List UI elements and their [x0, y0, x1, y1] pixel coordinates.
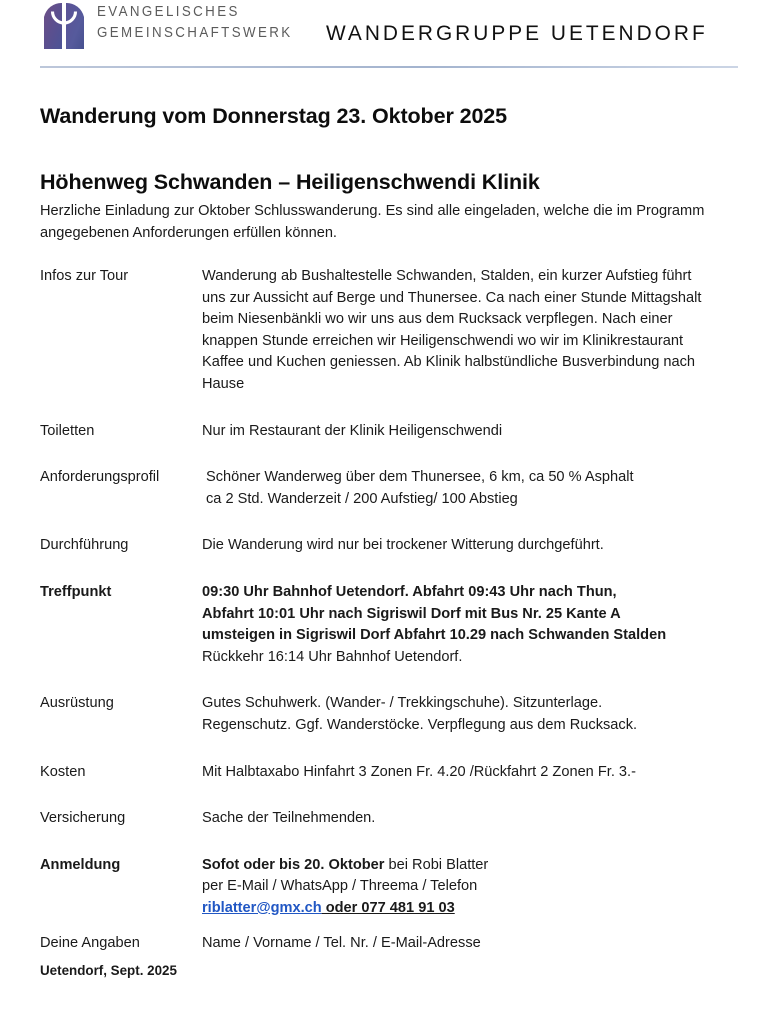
infos-line-2: uns zur Aussicht auf Berge und Thunersee. Ca nach einer Stunde Mittagshalt	[202, 289, 702, 306]
detail-label-treffpunkt: Treffpunkt	[40, 583, 112, 600]
footer-place-date: Uetendorf, Sept. 2025	[40, 963, 177, 978]
infos-line-3: beim Niesenbänkli wo wir uns aus dem Rucksack verpflegen. Nach einer	[202, 311, 673, 328]
email-link[interactable]: riblatter@gmx.ch	[202, 899, 322, 916]
treffpunkt-line-4: Rückkehr 16:14 Uhr Bahnhof Uetendorf.	[202, 648, 463, 665]
document-header	[42, 0, 734, 62]
detail-label-kosten: Kosten	[40, 763, 86, 780]
anmeldung-contact-person: bei Robi Blatter	[384, 856, 489, 873]
detail-label-durchfuehrung: Durchführung	[40, 537, 129, 554]
detail-row-angaben	[40, 933, 748, 955]
detail-value-kosten	[202, 762, 748, 784]
detail-row-durchfuehrung	[40, 535, 748, 557]
detail-value-durchfuehrung	[202, 535, 748, 557]
tour-title: Höhenweg Schwanden – Heiligenschwendi Klinik	[40, 170, 540, 194]
detail-row-anforderungsprofil	[40, 467, 748, 510]
detail-value-toiletten	[202, 421, 748, 443]
detail-row-anmeldung	[40, 855, 748, 920]
detail-row-ausruestung	[40, 693, 748, 736]
treffpunkt-line-3: umsteigen in Sigriswil Dorf Abfahrt 10.29 nach Schwanden Stalden	[202, 627, 667, 644]
anmeldung-line-2: per E-Mail / WhatsApp / Threema / Telefon	[202, 878, 478, 895]
chalice-window-logo-icon	[42, 3, 86, 49]
organisation-wordmark	[97, 2, 310, 44]
durchfuehrung-line-1: Die Wanderung wird nur bei trockener Witterung durchgeführt.	[202, 537, 604, 554]
detail-row-kosten	[40, 762, 748, 784]
detail-label-angaben: Deine Angaben	[40, 935, 140, 952]
detail-value-treffpunkt	[202, 582, 748, 668]
detail-value-angaben	[202, 933, 748, 955]
detail-label-toiletten: Toiletten	[40, 422, 95, 439]
detail-value-anforderungsprofil	[202, 467, 748, 510]
detail-value-versicherung	[202, 808, 748, 830]
page-title: Wanderung vom Donnerstag 23. Oktober 2025	[40, 104, 508, 128]
org-line-2: GEMEINSCHAFTSWERK	[97, 25, 293, 41]
anmeldung-deadline: Sofot oder bis 20. Oktober	[202, 856, 385, 873]
detail-label-anforderungsprofil: Anforderungsprofil	[40, 469, 160, 486]
infos-line-5: Kaffee und Kuchen geniessen. Ab Klinik halbstündliche Busverbindung nach	[202, 354, 696, 371]
anmeldung-line-3	[202, 898, 748, 920]
detail-row-treffpunkt	[40, 582, 748, 668]
detail-value-infos	[202, 266, 748, 396]
detail-row-versicherung	[40, 808, 748, 830]
intro-paragraph	[40, 200, 712, 244]
treffpunkt-line-2: Abfahrt 10:01 Uhr nach Sigriswil Dorf mit Bus Nr. 25 Kante A	[202, 605, 621, 622]
toiletten-line-1: Nur im Restaurant der Klinik Heiligenschwendi	[202, 422, 503, 439]
phone-number: oder 077 481 91 03	[321, 899, 455, 916]
detail-label-versicherung: Versicherung	[40, 810, 126, 827]
detail-label-ausruestung: Ausrüstung	[40, 695, 114, 712]
angaben-line-1: Name / Vorname / Tel. Nr. / E-Mail-Adresse	[202, 935, 481, 952]
versicherung-line-1: Sache der Teilnehmenden.	[202, 810, 376, 827]
detail-row-infos	[40, 266, 748, 396]
detail-label-infos: Infos zur Tour	[40, 268, 129, 284]
detail-label-anmeldung: Anmeldung	[40, 856, 121, 873]
ausruestung-line-1: Gutes Schuhwerk. (Wander- / Trekkingschuhe). Sitzunterlage.	[202, 695, 603, 712]
ausruestung-line-2: Regenschutz. Ggf. Wanderstöcke. Verpflegung aus dem Rucksack.	[202, 716, 638, 733]
group-title: WANDERGRUPPE UETENDORF	[325, 21, 708, 45]
intro-line-1: Herzliche Einladung zur Oktober Schlusswanderung. Es sind alle eingeladen, welche die im	[40, 203, 633, 219]
detail-value-anmeldung	[202, 855, 748, 920]
detail-row-toiletten	[40, 421, 748, 443]
anmeldung-line-1	[202, 855, 748, 877]
details-list	[0, 266, 768, 955]
infos-line-4: knappen Stunde erreichen wir Heiligenschwendi wo wir im Klinikrestaurant	[202, 332, 684, 349]
infos-line-6: Hause	[202, 375, 245, 392]
header-divider	[40, 66, 738, 68]
anforderungsprofil-line-2: ca 2 Std. Wanderzeit / 200 Aufstieg/ 100 Abstieg	[206, 490, 518, 507]
detail-value-ausruestung	[202, 693, 748, 736]
intro-line-2: Programm angegebenen Anforderungen erfüllen können.	[40, 203, 705, 241]
anforderungsprofil-line-1: Schöner Wanderweg über dem Thunersee, 6 km, ca 50 % Asphalt	[206, 469, 634, 486]
kosten-line-1: Mit Halbtaxabo Hinfahrt 3 Zonen Fr. 4.20 /Rückfahrt 2 Zonen Fr. 3.-	[202, 763, 636, 780]
org-line-1: EVANGELISCHES	[97, 4, 240, 20]
infos-line-1: Wanderung ab Bushaltestelle Schwanden, Stalden, ein kurzer Aufstieg führt	[202, 268, 692, 284]
treffpunkt-line-1: 09:30 Uhr Bahnhof Uetendorf. Abfahrt 09:43 Uhr nach Thun,	[202, 583, 617, 600]
